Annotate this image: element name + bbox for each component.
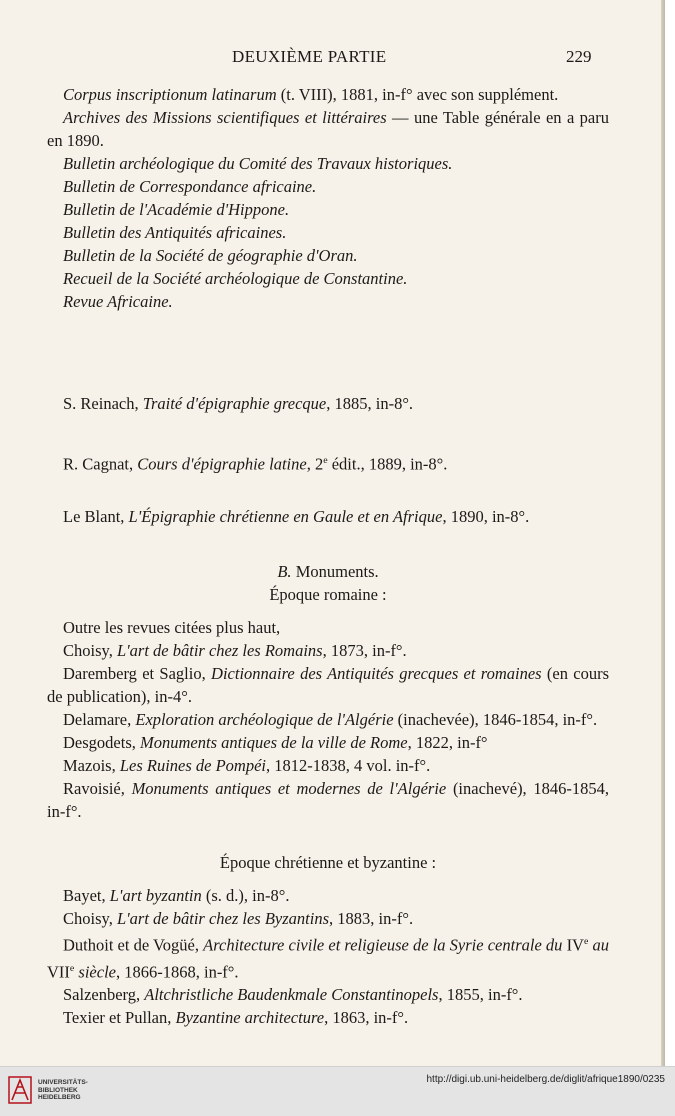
library-name-line: HEIDELBERG — [38, 1094, 81, 1101]
reference-le-blant — [47, 505, 609, 528]
monument-entry: Choisy, L'art de bâtir chez les Byzantins, 1883, in-f°. — [63, 909, 414, 928]
monument-entry: Duthoit et de Vogüé, Architecture civile et religieuse de la Syrie centrale du IVe au VIIe siècle, 1866-1868, in-f°. — [47, 935, 610, 981]
monument-entry: Bayet, L'art byzantin (s. d.), in-8°. — [63, 886, 290, 905]
reference-entry: Le Blant, L'Épigraphie chrétienne en Gaule et en Afrique, 1890, in-8°. — [63, 507, 530, 526]
running-title: DEUXIÈME PARTIE — [232, 47, 387, 66]
reference-cagnat — [47, 449, 609, 476]
monuments-section — [47, 560, 609, 823]
running-header — [0, 47, 665, 69]
library-name-line: BIBLIOTHEK — [38, 1086, 78, 1094]
intro-line: Outre les revues citées plus haut, — [63, 618, 281, 637]
christian-epoch-heading: Époque chrétienne et byzantine : — [219, 853, 437, 872]
journal-entry: Bulletin de Correspondance africaine. — [63, 177, 317, 196]
journal-entry: Recueil de la Société archéologique de Constantine. — [63, 269, 408, 288]
reference-entry: S. Reinach, Traité d'épigraphie grecque, 1885, in-8°. — [63, 394, 414, 413]
christian-section — [47, 851, 609, 1029]
monument-entry: Delamare, Exploration archéologique de l'Algérie (inachevée), 1846-1854, in-f°. — [63, 710, 598, 729]
permalink-url[interactable]: http://digi.ub.uni-heidelberg.de/diglit/afrique1890/0235 — [426, 1074, 665, 1085]
monument-entry: Mazois, Les Ruines de Pompéi, 1812-1838, 4 vol. in-f°. — [63, 756, 431, 775]
monument-entry: Texier et Pullan, Byzantine architecture, 1863, in-f°. — [63, 1008, 409, 1027]
reference-entry: R. Cagnat, Cours d'épigraphie latine, 2e édit., 1889, in-8°. — [63, 454, 448, 474]
journal-entry: Archives des Missions scientifiques et littéraires — une Table générale en a paru en 1890. — [47, 108, 609, 150]
viewer-footer — [0, 1066, 675, 1116]
monument-entry: Salzenberg, Altchristliche Baudenkmale Constantinopels, 1855, in-f°. — [63, 985, 523, 1004]
journal-entry: Corpus inscriptionum latinarum (t. VIII), 1881, in-f° avec son supplément. — [63, 85, 559, 104]
journal-list — [47, 83, 609, 313]
library-name — [38, 1079, 88, 1102]
section-heading: B. Monuments. — [277, 562, 379, 581]
journal-entry: Revue Africaine. — [63, 292, 173, 311]
roman-epoch-heading: Époque romaine : — [269, 585, 387, 604]
journal-entry: Bulletin archéologique du Comité des Travaux historiques. — [63, 154, 453, 173]
monument-entry: Desgodets, Monuments antiques de la ville de Rome, 1822, in-f° — [63, 733, 488, 752]
library-name-line: UNIVERSITÄTS- — [38, 1079, 88, 1086]
monument-entry: Ravoisié, Monuments antiques et modernes de l'Algérie (inachevé), 1846-1854, in-f°. — [47, 779, 609, 821]
journal-entry: Bulletin de la Société de géographie d'Oran. — [63, 246, 358, 265]
journal-entry: Bulletin de l'Académie d'Hippone. — [63, 200, 290, 219]
journal-entry: Bulletin des Antiquités africaines. — [63, 223, 287, 242]
page-edge — [661, 0, 665, 1066]
university-library-logo-icon — [8, 1075, 32, 1105]
page-number: 229 — [566, 47, 592, 66]
reference-reinach — [47, 392, 609, 415]
monument-entry: Choisy, L'art de bâtir chez les Romains, 1873, in-f°. — [63, 641, 407, 660]
monument-entry: Daremberg et Saglio, Dictionnaire des Antiquités grecques et romaines (en cours de publication), in-4°. — [47, 664, 610, 706]
